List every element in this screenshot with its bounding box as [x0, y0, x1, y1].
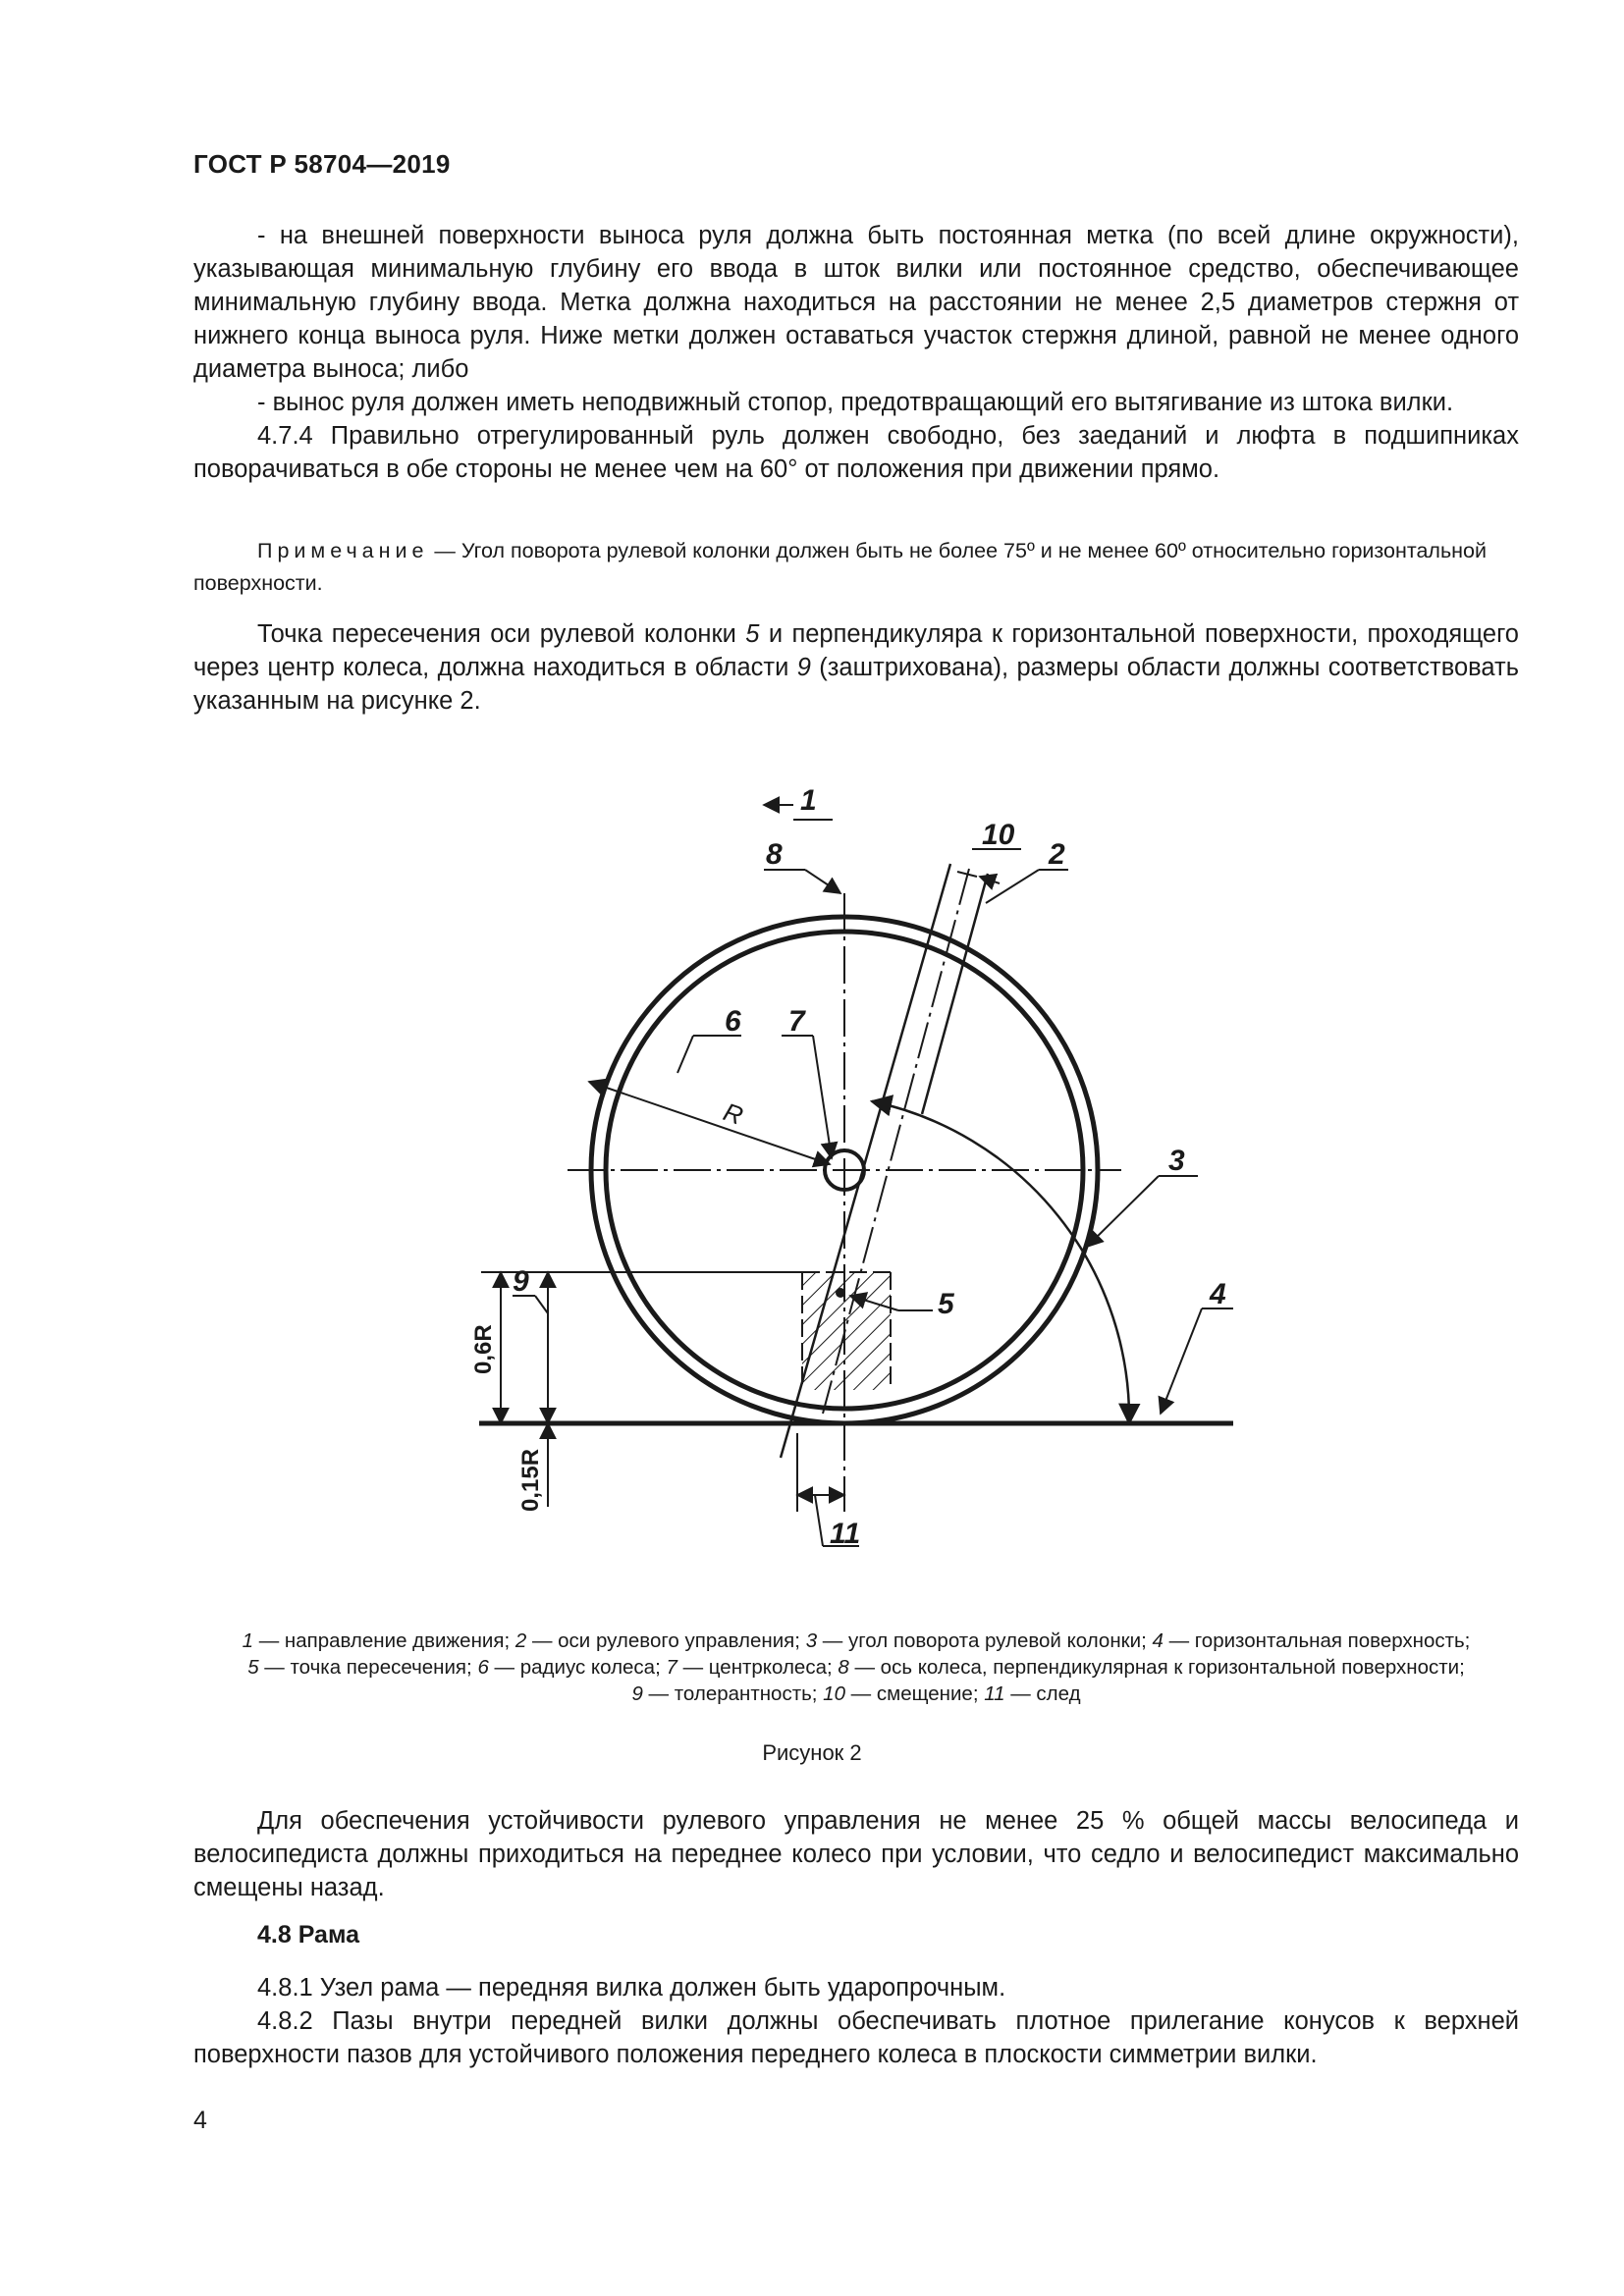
legend-number: 7: [666, 1656, 677, 1679]
paragraph: Для обеспечения устойчивости рулевого управления не менее 25 % общей массы велосипеда и велосипедиста должны приходиться на переднее колесо при условии, что седло и велосипедист максимально смещены назад.: [193, 1807, 1519, 1901]
label-3: 3: [1168, 1145, 1185, 1177]
body-text-top: [193, 219, 1519, 486]
paragraph: - на внешней поверхности выноса руля должна быть постоянная метка (по всей длине окружности), указывающая минимальную глубину его ввода в шток вилки или постоянное средство, обеспечивающее минимальную глубину ввода. Метка должна находиться на расстоянии не менее 2,5 диаметров стержня от нижнего конца выноса руля. Ниже метки должен оставаться участок стержня длиной, равной не менее одного диаметра выноса; либо: [193, 222, 1519, 383]
label-10: 10: [982, 819, 1015, 851]
label-1: 1: [800, 784, 817, 817]
legend-text: — радиус колеса;: [488, 1656, 667, 1679]
legend-number: 3: [805, 1629, 818, 1652]
paragraph: 4.8.1 Узел рама — передняя вилка должен быть ударопрочным.: [257, 1974, 1006, 2002]
legend-number: 1: [242, 1629, 253, 1652]
label-5: 5: [938, 1288, 954, 1320]
legend-number: 2: [514, 1629, 527, 1652]
document-header: ГОСТ Р 58704—2019: [193, 149, 451, 179]
dim-label-015r: 0,15R: [517, 1448, 544, 1512]
note-text: — Угол поворота рулевой колонки должен быть не более 75º и не менее 60º относительно горизонтальной поверхности.: [193, 539, 1488, 595]
paragraph: Точка пересечения оси рулевой колонки 5 и перпендикуляра к горизонтальной поверхности, проходящего через центр колеса, должна находиться в области 9 (заштрихована), размеры области должны соответствовать указанным на рисунке 2.: [193, 620, 1519, 715]
label-11: 11: [830, 1518, 861, 1550]
legend-text: — центрколеса;: [677, 1656, 839, 1679]
figure-2-drawing: [0, 766, 1624, 1590]
hatched-tolerance-area: [802, 1272, 891, 1390]
radius-label: R: [720, 1096, 747, 1131]
paragraph: 4.7.4 Правильно отрегулированный руль должен свободно, без заеданий и люфта в подшипниках поворачиваться в обе стороны не менее чем на 60° от положения при движении прямо.: [193, 422, 1519, 483]
legend-number: 8: [838, 1656, 849, 1679]
dim-label-06r: 0,6R: [470, 1324, 497, 1374]
body-text-point: [193, 617, 1519, 718]
paragraph: 4.8.2 Пазы внутри передней вилки должны обеспечивать плотное прилегание конусов к верхней поверхности пазов для устойчивого положения переднего колеса в плоскости симметрии вилки.: [193, 2007, 1519, 2068]
ref-number: 5: [745, 620, 760, 648]
legend-number: 9: [631, 1682, 643, 1705]
legend-text: — толерантность;: [642, 1682, 824, 1705]
label-7: 7: [788, 1005, 805, 1038]
figure-caption: Рисунок 2: [762, 1740, 862, 1765]
note-label: Примечание: [257, 539, 429, 562]
legend-number: 11: [984, 1682, 1005, 1705]
legend-text: — смещение;: [844, 1682, 985, 1705]
legend-text: — направление движения;: [253, 1629, 515, 1652]
ref-number: 9: [796, 654, 811, 681]
label-4: 4: [1210, 1278, 1226, 1310]
paragraph: - вынос руля должен иметь неподвижный стопор, предотвращающий его вытягивание из штока вилки.: [257, 389, 1454, 416]
label-8: 8: [766, 838, 783, 871]
legend-number: 6: [477, 1656, 489, 1679]
radius-line: [589, 1082, 830, 1164]
label-6: 6: [725, 1005, 741, 1038]
legend-text: — точка пересечения;: [258, 1656, 478, 1679]
note-block: [193, 535, 1519, 600]
legend-number: 10: [823, 1682, 845, 1705]
legend-number: 4: [1152, 1629, 1164, 1652]
section-title: 4.8 Рама: [257, 1921, 360, 1949]
legend-text: — оси рулевого управления;: [526, 1629, 806, 1652]
figure-legend: [193, 1628, 1519, 1707]
label-9: 9: [513, 1265, 529, 1298]
legend-number: 5: [247, 1656, 259, 1679]
legend-text: — горизонтальная поверхность;: [1163, 1629, 1471, 1652]
steering-angle-arc: [872, 1101, 1129, 1423]
legend-text: — след: [1004, 1682, 1081, 1705]
legend-text: — ось колеса, перпендикулярная к горизонтальной поверхности;: [848, 1656, 1465, 1679]
body-text-bottom: [193, 1971, 1519, 2071]
page-number: 4: [193, 2107, 207, 2134]
intersection-point: [836, 1288, 845, 1298]
label-2: 2: [1049, 838, 1065, 871]
wheel-geometry-diagram: [0, 766, 1624, 1590]
body-text-stability: [193, 1804, 1519, 1904]
legend-text: — угол поворота рулевой колонки;: [817, 1629, 1153, 1652]
